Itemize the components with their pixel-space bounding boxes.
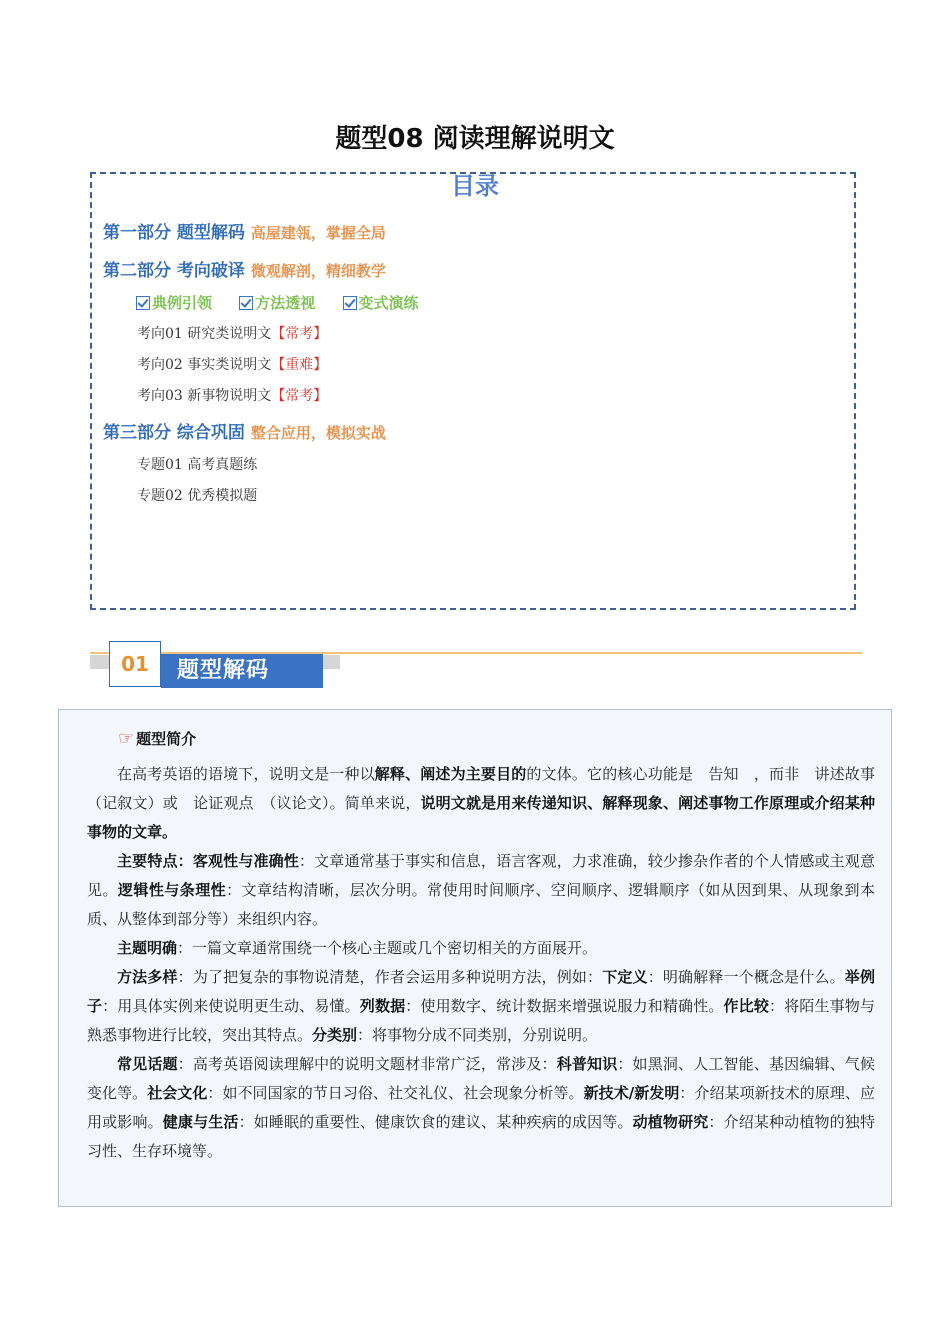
toc-part-3-sub: 整合应用，模拟实战 (250, 424, 386, 442)
intro-paragraph-4: 方法多样：为了把复杂的事物说清楚，作者会运用多种说明方法，例如：下定义：明确解释一个概念是什么。举例子：用具体实例来使说明更生动、易懂。列数据：使用数字、统计数据来增强说服力和精确性。作比较：将陌生事物与熟悉事物进行比较，突出其特点。分类别：将事物分成不同类别，分别说明。 (87, 968, 875, 1044)
chip-practice[interactable]: 变式演练 (343, 292, 419, 313)
toc-part-3[interactable] (103, 418, 386, 443)
chip-examples[interactable]: 典例引领 (136, 292, 212, 313)
tag-badge: 【重难】 (271, 357, 328, 373)
toc-part-1[interactable] (103, 218, 386, 243)
toc-topic-2[interactable]: 专题02 优秀模拟题 (137, 488, 258, 504)
intro-paragraph-3: 主题明确：一篇文章通常围绕一个核心主题或几个密切相关的方面展开。 (117, 939, 598, 957)
chip-methods[interactable]: 方法透视 (239, 292, 315, 313)
checkbox-icon (136, 296, 150, 310)
page-title: 题型08 阅读理解说明文 (335, 124, 615, 154)
tag-badge: 【常考】 (271, 388, 328, 404)
intro-paragraph-1: 在高考英语的语境下，说明文是一种以解释、阐述为主要目的的文体。它的核心功能是 告知 ，而非 讲述故事 （记叙文）或 论证观点 （议论文）。简单来说，说明文就是用来传递知识、解释现象、阐述事物工作原理或介绍某种事物的文章。 (87, 765, 890, 841)
intro-paragraph-5: 常见话题：高考英语阅读理解中的说明文题材非常广泛，常涉及：科普知识：如黑洞、人工智能、基因编辑、气候变化等。社会文化：如不同国家的节日习俗、社交礼仪、社会现象分析等。新技术/新发明：介绍某项新技术的原理、应用或影响。健康与生活：如睡眠的重要性、健康饮食的建议、某种疾病的成因等。动植物研究：介绍某种动植物的独特习性、生存环境等。 (87, 1055, 875, 1160)
toc-part-1-sub: 高屋建瓴，掌握全局 (250, 224, 386, 242)
checkbox-icon (239, 296, 253, 310)
toc-direction-2[interactable]: 考向02 事实类说明文【重难】 (137, 357, 328, 373)
toc-part-2-sub: 微观解剖，精细教学 (250, 262, 386, 280)
toc-part-2-label: 第二部分 考向破译 (103, 261, 245, 281)
intro-paragraph-2: 主要特点：客观性与准确性：文章通常基于事实和信息，语言客观，力求准确，较少掺杂作者的个人情感或主观意见。逻辑性与条理性：文章结构清晰，层次分明。常使用时间顺序、空间顺序、逻辑顺序（如从因到果、从现象到本质、从整体到部分等）来组织内容。 (87, 852, 875, 928)
checkbox-icon (343, 296, 357, 310)
toc-heading: 目录 (451, 172, 499, 200)
toc-direction-3[interactable]: 考向03 新事物说明文【常考】 (137, 388, 328, 404)
toc-topic-1[interactable]: 专题01 高考真题练 (137, 457, 258, 473)
toc-part-1-label: 第一部分 题型解码 (103, 223, 245, 243)
tag-badge: 【常考】 (271, 326, 328, 342)
toc-part-2[interactable] (103, 256, 386, 281)
toc-direction-1[interactable]: 考向01 研究类说明文【常考】 (137, 326, 328, 342)
pointing-hand-icon: ☞ (118, 728, 135, 749)
intro-title: ☞ 题型简介 (118, 728, 197, 749)
section-number: 01 (109, 641, 161, 687)
toc-part-3-label: 第三部分 综合巩固 (103, 423, 245, 443)
toc-chips (136, 292, 441, 313)
section-label: 题型解码 (161, 654, 323, 688)
intro-text (87, 760, 890, 1166)
